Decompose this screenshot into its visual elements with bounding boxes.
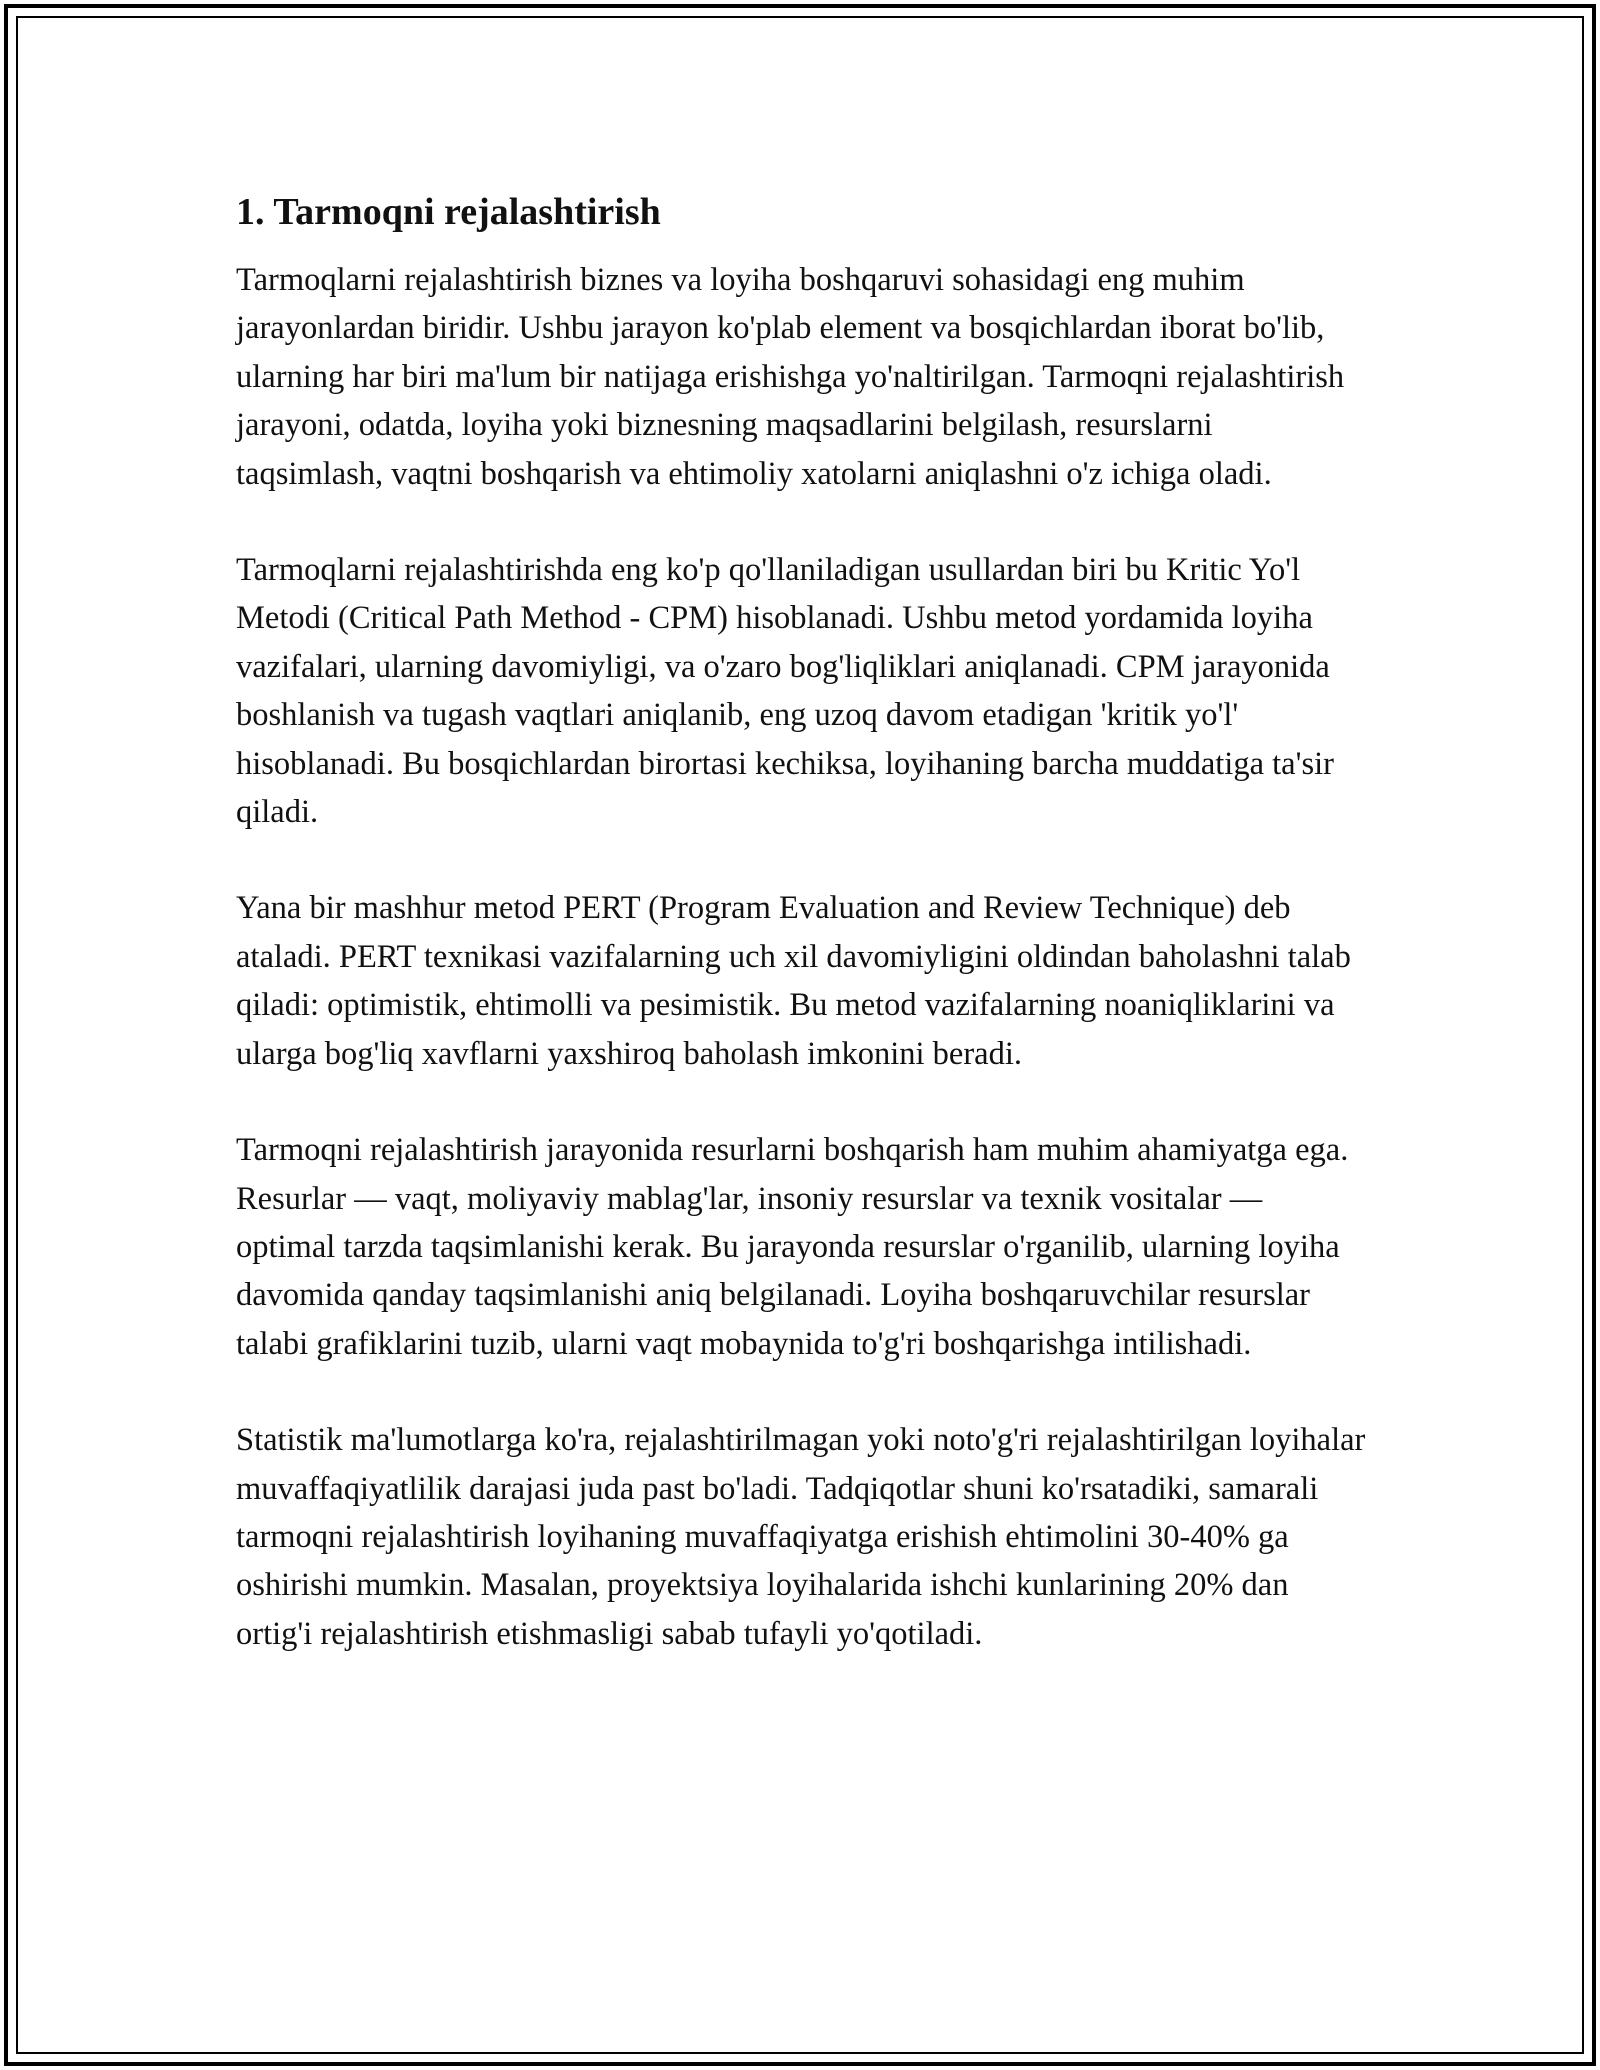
paragraph-5: Statistik ma'lumotlarga ko'ra, rejalashtirilmagan yoki noto'g'ri rejalashtirilgan loyihalar muvaffaqiyatlilik darajasi juda past bo'ladi. Tadqiqotlar shuni ko'rsatadiki, samarali tarmoqni rejalashtirish loyihaning muvaffaqiyatga erishish ehtimolini 30-40% ga oshirishi mumkin. Masalan, proyektsiya loyihalarida ishchi kunlarining 20% dan ortig'i rejalashtirish etishmasligi sabab tufayli yo'qotiladi.: [236, 1422, 1366, 1652]
paragraph-3: Yana bir mashhur metod PERT (Program Evaluation and Review Technique) deb ataladi. PERT texnikasi vazifalarning uch xil davomiyligini oldindan baholashni talab qiladi: optimistik, ehtimolli va pesimistik. Bu metod vazifalarning noaniqliklarini va ularga bog'liq xavflarni yaxshiroq baholash imkonini beradi.: [236, 890, 1351, 1072]
paragraph-1: Tarmoqlarni rejalashtirish biznes va loyiha boshqaruvi sohasidagi eng muhim jarayonlardan biridir. Ushbu jarayon ko'plab element va bosqichlardan iborat bo'lib, ularning har biri ma'lum bir natijaga erishishga yo'naltirilgan. Tarmoqni rejalashtirish jarayoni, odatda, loyiha yoki biznesning maqsadlarini belgilash, resurslarni taqsimlash, vaqtni boshqarish va ehtimoliy xatolarni aniqlashni o'z ichiga oladi.: [236, 262, 1345, 492]
paragraph-2: Tarmoqlarni rejalashtirishda eng ko'p qo'llaniladigan usullardan biri bu Kritic Yo'l Metodi (Critical Path Method - CPM) hisoblanadi. Ushbu metod yordamida loyiha vazifalari, ularning davomiyligi, va o'zaro bog'liqliklari aniqlanadi. CPM jarayonida boshlanish va tugash vaqtlari aniqlanib, eng uzoq davom etadigan 'kritik yo'l' hisoblanadi. Bu bosqichlardan birortasi kechiksa, loyihaning barcha muddatiga ta'sir qiladi.: [236, 552, 1334, 831]
paragraph-4: Tarmoqni rejalashtirish jarayonida resurlarni boshqarish ham muhim ahamiyatga ega. Resurlar — vaqt, moliyaviy mablag'lar, insoniy resurslar va texnik vositalar — optimal tarzda taqsimlanishi kerak. Bu jarayonda resurslar o'rganilib, ularning loyiha davomida qanday taqsimlanishi aniq belgilanadi. Loyiha boshqaruvchilar resurslar talabi grafiklarini tuzib, ularni vaqt mobaynida to'g'ri boshqarishga intilishadi.: [236, 1132, 1349, 1362]
section-heading: 1. Tarmoqni rejalashtirish: [236, 191, 661, 233]
document-body: [236, 186, 1366, 1706]
